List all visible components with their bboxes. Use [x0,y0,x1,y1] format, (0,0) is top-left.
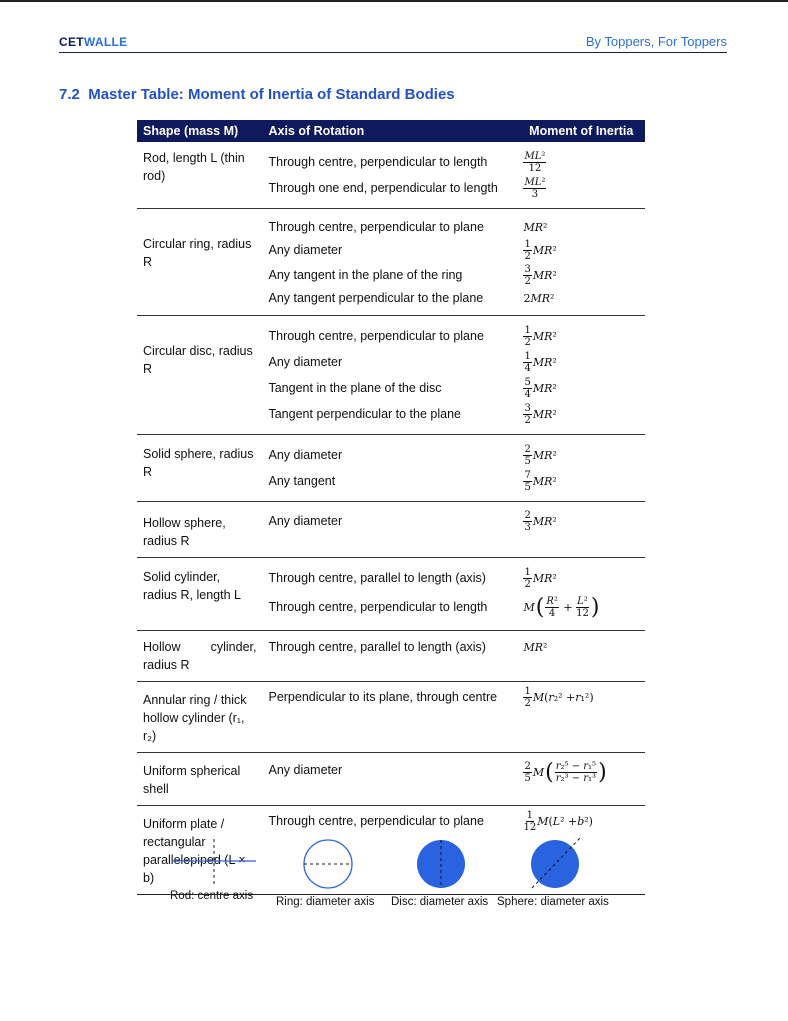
axis-cell: Any diameter [268,763,343,777]
shape-cell: Solid sphere, radius R [137,435,262,502]
moi-formula: 7 5 MR ² [524,469,557,493]
axis-cell: Through centre, perpendicular to plane [268,220,484,234]
header-shape: Shape (mass M) [137,120,262,142]
moi-formula: 2 MR ² [523,291,555,305]
rod-diagram [170,837,260,887]
table-row-rod [137,142,645,209]
moi-formula: 2 5 M ( r₂⁵ − r₁⁵ r₂³ − r₁³ ) [524,759,607,785]
table-row-disc [137,316,645,435]
table-row-solid-sphere [137,435,645,502]
moi-formula: 1 2 M ( r ₂² + r ₁²) [524,685,594,709]
axis-cell: Any tangent in the plane of the ring [268,268,463,282]
axis-cell: Through centre, parallel to length (axis) [268,640,486,654]
table-row-spherical-shell [137,753,645,806]
table-row-hollow-sphere [137,502,645,558]
moi-formula: 2 5 MR ² [524,443,557,467]
moi-formula: 1 4 MR ² [524,350,557,374]
moi-formula: ML² 3 [524,176,546,200]
axis-cell: Any tangent perpendicular to the plane [268,291,484,305]
moi-formula: ML² 12 [524,150,546,174]
axis-cell: Any diameter [268,243,343,257]
table-row-hollow-cylinder [137,631,645,682]
shape-cell: Rod, length L (thin rod) [137,142,262,209]
shape-cell: Circular ring, radius R [137,209,262,316]
moi-formula: 5 4 MR ² [524,376,557,400]
shape-cell: Circular disc, radius R [137,316,262,435]
table-row-annular-ring [137,682,645,753]
table-header-row [137,120,645,142]
shape-cell: Uniform plate / rectangular parallelepiped (L × b) [137,806,262,895]
axis-cell: Through centre, perpendicular to plane [268,329,484,343]
axis-cell: Through centre, parallel to length (axis) [268,571,486,585]
axis-cell: Any diameter [268,355,343,369]
section-title: 7.2 Master Table: Moment of Inertia of Standard Bodies [59,86,455,103]
moi-formula: MR ² [523,640,548,654]
shape-cell: Annular ring / thick hollow cylinder (r₁, r₂) [137,682,262,753]
moi-formula: 2 3 MR ² [524,509,557,533]
axis-cell: Any diameter [268,448,343,462]
axis-cell: Any tangent [268,474,336,488]
axis-cell: Through centre, perpendicular to plane [268,814,484,828]
axis-cell: Through centre, perpendicular to length [268,600,488,614]
axis-cell: Any diameter [268,514,343,528]
moment-of-inertia-table [137,120,645,895]
moi-formula: 1 2 MR ² [524,238,557,262]
header-axis: Axis of Rotation [262,120,517,142]
axis-cell: Tangent perpendicular to the plane [268,407,461,421]
shape-cell: Uniform spherical shell [137,753,262,806]
moi-formula: 1 2 MR ² [524,566,557,590]
axis-cell: Perpendicular to its plane, through centre [268,690,498,704]
caption-sphere: Sphere: diameter axis [497,896,609,908]
moi-formula: MR ² [523,220,548,234]
header-tagline: By Toppers, For Toppers [585,34,727,49]
moi-formula: 3 2 MR ² [524,263,557,287]
brand-logo: CETWALLE [59,35,128,49]
shape-cell: Hollow cylinder, radius R [137,631,262,682]
moi-formula: 1 12 M ( L ² + b ²) [523,809,593,833]
header-moi: Moment of Inertia [517,120,645,142]
axis-cell: Through one end, perpendicular to length [268,181,498,195]
shape-cell: Hollow sphere, radius R [137,502,262,558]
caption-ring: Ring: diameter axis [276,896,375,908]
table-row-ring [137,209,645,316]
moi-formula: 3 2 MR ² [524,402,557,426]
moi-formula: 1 2 MR ² [524,324,557,348]
moi-formula: M ( R² 4 + L² 12 ) [523,594,600,620]
sphere-diagram [526,834,586,894]
caption-disc: Disc: diameter axis [391,896,489,908]
axis-cell: Through centre, perpendicular to length [268,155,488,169]
ring-diagram [300,836,356,892]
caption-rod: Rod: centre axis [170,890,254,902]
table-row-solid-cylinder [137,558,645,631]
shape-cell: Solid cylinder, radius R, length L [137,558,262,631]
page-header [59,32,727,53]
axis-cell: Tangent in the plane of the disc [268,381,442,395]
disc-diagram [413,836,469,892]
